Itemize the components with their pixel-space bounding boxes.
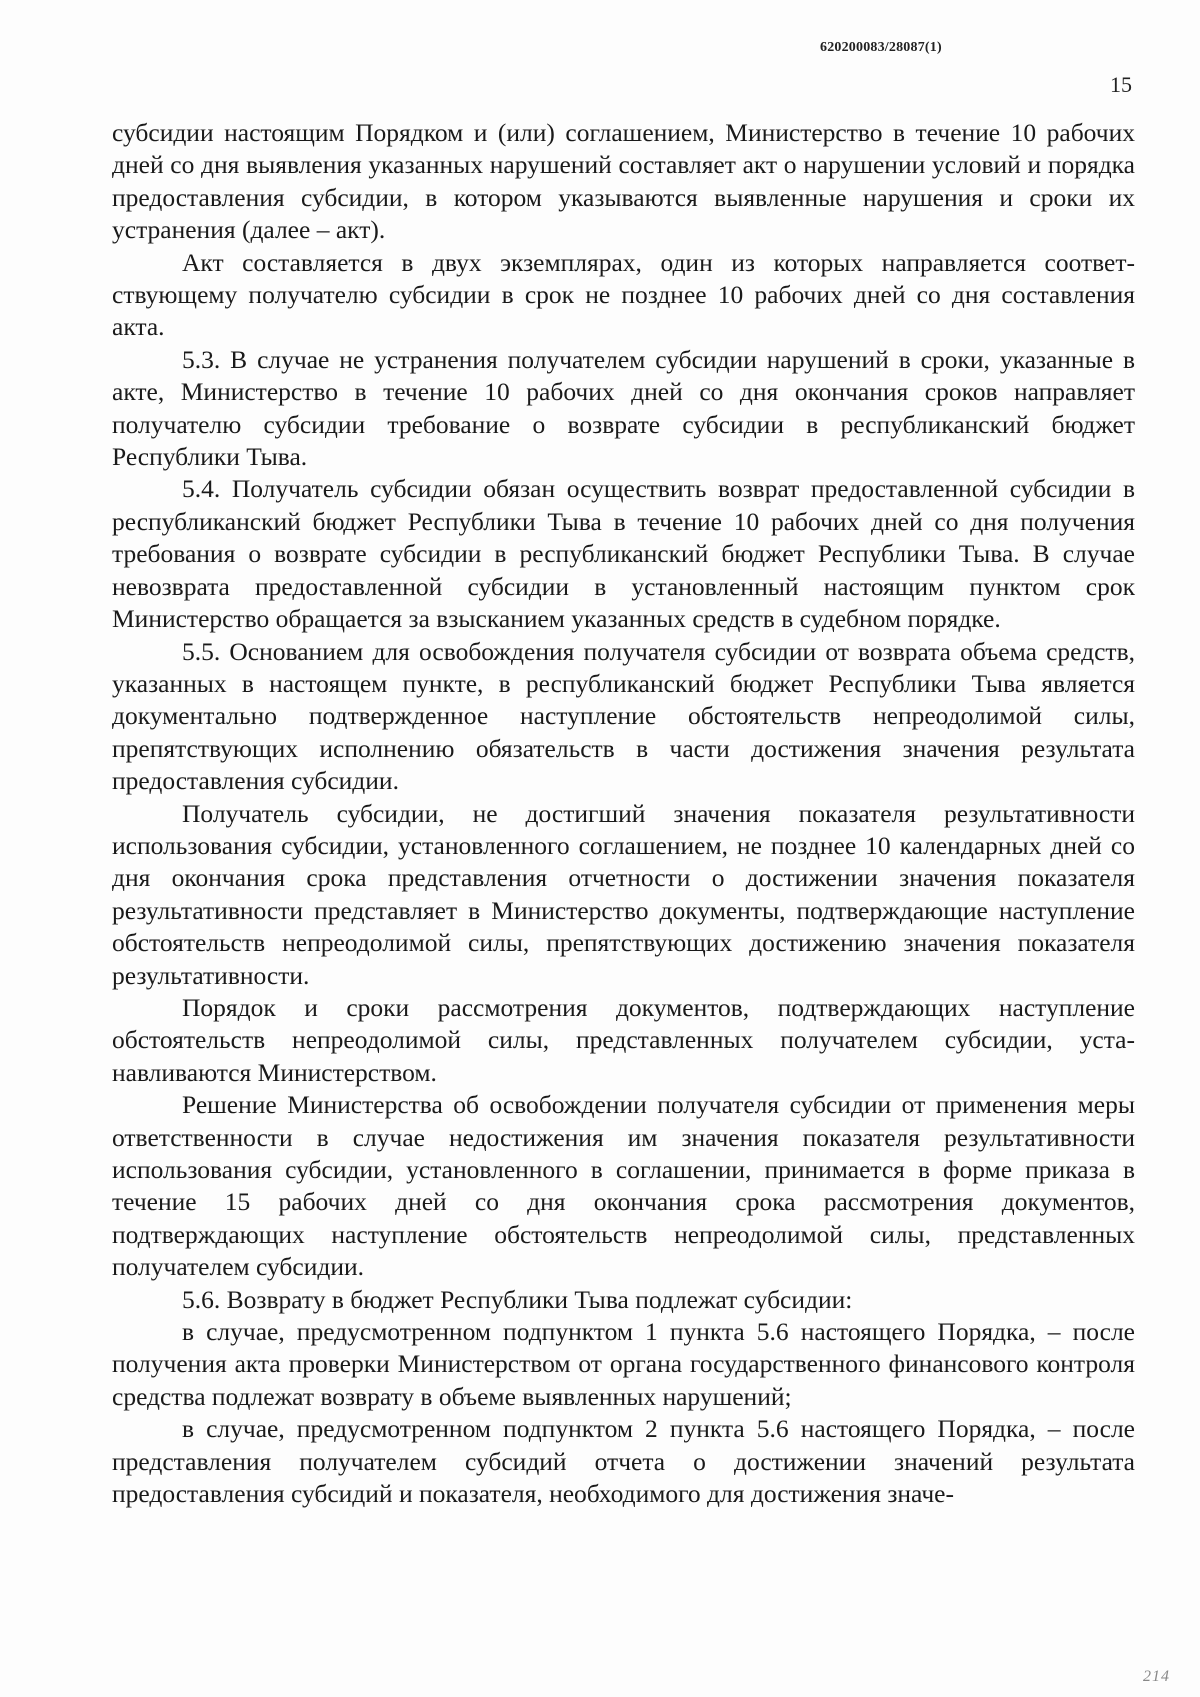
document-body: [112, 117, 1135, 1510]
paragraph: 5.3. В случае не устранения получателем субсидии нарушений в сроки, указанные в акте, Министерство в течение 10 рабочих дней со дня окончания сроков направляет получателю субсидии требование о возврате субсидии в республиканский бюджет Республики Тыва.: [112, 344, 1135, 472]
paragraph: субсидии настоящим Порядком и (или) соглашением, Министерство в течение 10 рабочих дней со дня выявления указанных нарушений составляет акт о нарушении условий и порядка предоставления субсидии, в котором указываются выявленные нарушения и сроки их устранения (далее – акт).: [112, 118, 1135, 245]
margin-handwritten-mark: 214: [1143, 1668, 1170, 1685]
paragraph: Порядок и сроки рассмотрения документов, подтверждающих наступление обстоятельств непреодолимой силы, представленных получателем субсидии, устанавливаются Министерством.: [112, 992, 1135, 1087]
paragraph: Решение Министерства об освобождении получателя субсидии от применения меры ответственности в случае недостижения им значения показателя результативности использования субсидии, установленного в соглашении, принимается в форме приказа в течение 15 рабочих дней со дня окончания срока рассмотрения документов, подтверждающих наступление обстоятельств непреодолимой силы, представленных получателем субсидии.: [112, 1090, 1135, 1282]
document-id: 620200083/28087(1): [820, 40, 942, 55]
paragraph: в случае, предусмотренном подпунктом 2 пункта 5.6 настоящего Порядка, – после представления получателем субсидий отчета о достижении значений результата предоставления субсидий и показателя, необходимого для достижения значе-: [112, 1414, 1135, 1509]
paragraph: 5.4. Получатель субсидии обязан осуществить возврат предоставленной субсидии в республиканский бюджет Республики Тыва в течение 10 рабочих дней со дня получения требования о возврате субсидии в республиканский бюджет Республики Тыва. В случае невозврата предоставленной субсидии в установленный настоящим пунктом срок Министерство обращается за взысканием указанных средств в судебном порядке.: [112, 474, 1135, 634]
paragraph: в случае, предусмотренном подпунктом 1 пункта 5.6 настоящего Порядка, – после получения акта проверки Министерством от органа государственного финансового контроля средства подлежат возврату в объеме выявленных нарушений;: [112, 1317, 1135, 1411]
paragraph: 5.6. Возврату в бюджет Республики Тыва подлежат субсидии:: [182, 1284, 853, 1314]
paragraph: Акт составляется в двух экземплярах, один из которых направляется соответствующему получателю субсидии в срок не позднее 10 рабочих дней со дня составления акта.: [112, 247, 1135, 342]
page-number: 15: [1110, 72, 1132, 97]
paragraph: Получатель субсидии, не достигший значения показателя результативности использования субсидии, установленного соглашением, не позднее 10 календарных дней со дня окончания срока представления отчетности о достижении значения показателя результативности представляет в Министерство документы, подтверждающие наступление обстоятельств непреодолимой силы, препятствующих достижению значения показателя результативности.: [112, 798, 1135, 990]
paragraph: 5.5. Основанием для освобождения получателя субсидии от возврата объема средств, указанных в настоящем пункте, в республиканский бюджет Республики Тыва является документально подтвержденное наступление обстоятельств непреодолимой силы, препятствующих исполнению обязательств в части достижения значения результата предоставления субсидии.: [112, 636, 1135, 796]
